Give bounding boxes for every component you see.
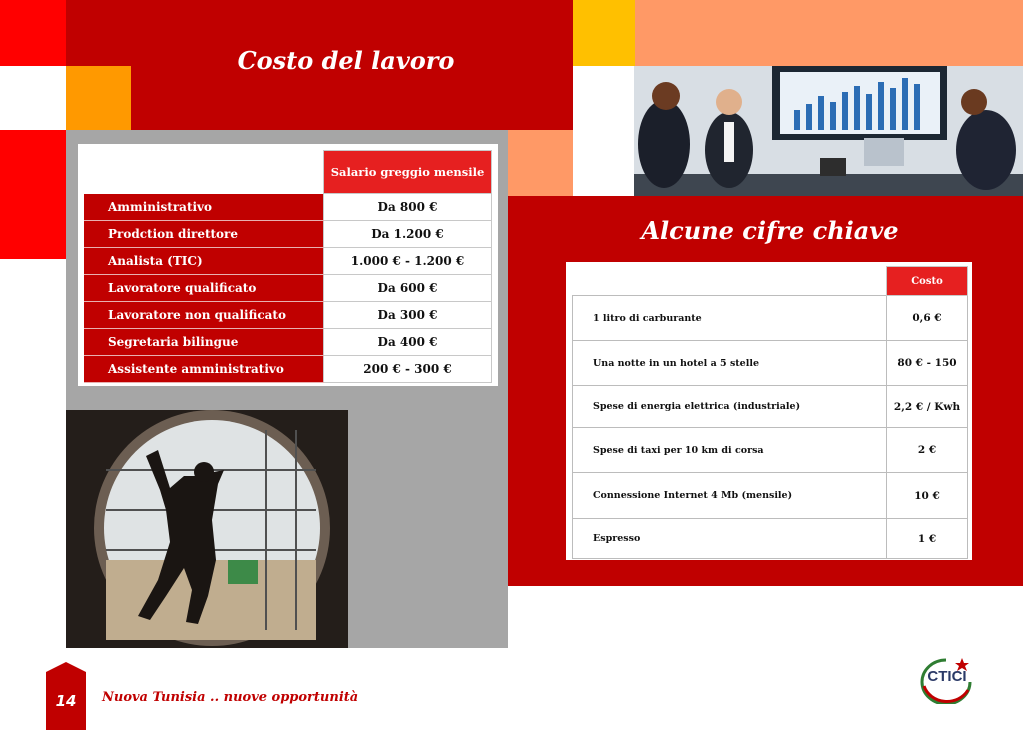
decor-block-red-left2 [0, 195, 66, 259]
item-cell: Espresso [573, 519, 887, 559]
page-number: 14 [55, 692, 77, 710]
salary-cell: Da 300 € [324, 302, 492, 329]
salary-cell: Da 800 € [324, 194, 492, 221]
cost-cell: 1 € [887, 519, 968, 559]
key-figures-table [572, 266, 968, 559]
cost-cell: 2,2 € / Kwh [887, 386, 968, 428]
decor-block-salmon-top [635, 0, 1023, 66]
cost-cell: 2 € [887, 428, 968, 473]
item-cell: Una notte in un hotel a 5 stelle [573, 341, 887, 386]
role-cell: Analista (TIC) [84, 248, 324, 275]
table-row [84, 329, 492, 356]
table-row [573, 519, 968, 559]
table-row [573, 296, 968, 341]
item-cell: Connessione Internet 4 Mb (mensile) [573, 473, 887, 519]
role-cell: Assistente amministrativo [84, 356, 324, 383]
decor-block-red-topleft [0, 0, 66, 66]
labor-cost-table [84, 150, 492, 383]
table-row [84, 221, 492, 248]
role-cell: Segretaria bilingue [84, 329, 324, 356]
item-cell: 1 litro di carburante [573, 296, 887, 341]
salary-cell: Da 1.200 € [324, 221, 492, 248]
cost-cell: 10 € [887, 473, 968, 519]
decor-block-orange [66, 66, 131, 131]
table-row [573, 386, 968, 428]
slide-title: Costo del lavoro [237, 46, 455, 75]
salary-cell: Da 400 € [324, 329, 492, 356]
ctici-logo [916, 656, 976, 704]
logo-text: CTICI [927, 668, 967, 685]
role-cell: Amministrativo [84, 194, 324, 221]
worker-silhouette-photo [66, 410, 348, 648]
item-cell: Spese di energia elettrica (industriale) [573, 386, 887, 428]
cost-cell: 0,6 € [887, 296, 968, 341]
key-figures-header: Costo [887, 267, 968, 296]
key-figures-title: Alcune cifre chiave [641, 216, 899, 245]
salary-cell: 1.000 € - 1.200 € [324, 248, 492, 275]
cost-cell: 80 € - 150 [887, 341, 968, 386]
decor-block-salmon-mid [508, 130, 573, 196]
page-number-tab [46, 662, 86, 730]
role-cell: Lavoratore non qualificato [84, 302, 324, 329]
table-row [84, 275, 492, 302]
salary-cell: 200 € - 300 € [324, 356, 492, 383]
role-cell: Lavoratore qualificato [84, 275, 324, 302]
footer-tagline: Nuova Tunisia .. nuove opportunità [102, 690, 359, 705]
decor-block-red-left [0, 130, 66, 195]
salary-cell: Da 600 € [324, 275, 492, 302]
labor-table-header: Salario greggio mensile [324, 151, 492, 194]
table-row [573, 473, 968, 519]
table-row [573, 341, 968, 386]
role-cell: Prodction direttore [84, 221, 324, 248]
table-row [84, 194, 492, 221]
table-row [84, 356, 492, 383]
table-row [573, 428, 968, 473]
table-row [84, 302, 492, 329]
table-row [84, 248, 492, 275]
item-cell: Spese di taxi per 10 km di corsa [573, 428, 887, 473]
business-meeting-photo [634, 66, 1023, 196]
